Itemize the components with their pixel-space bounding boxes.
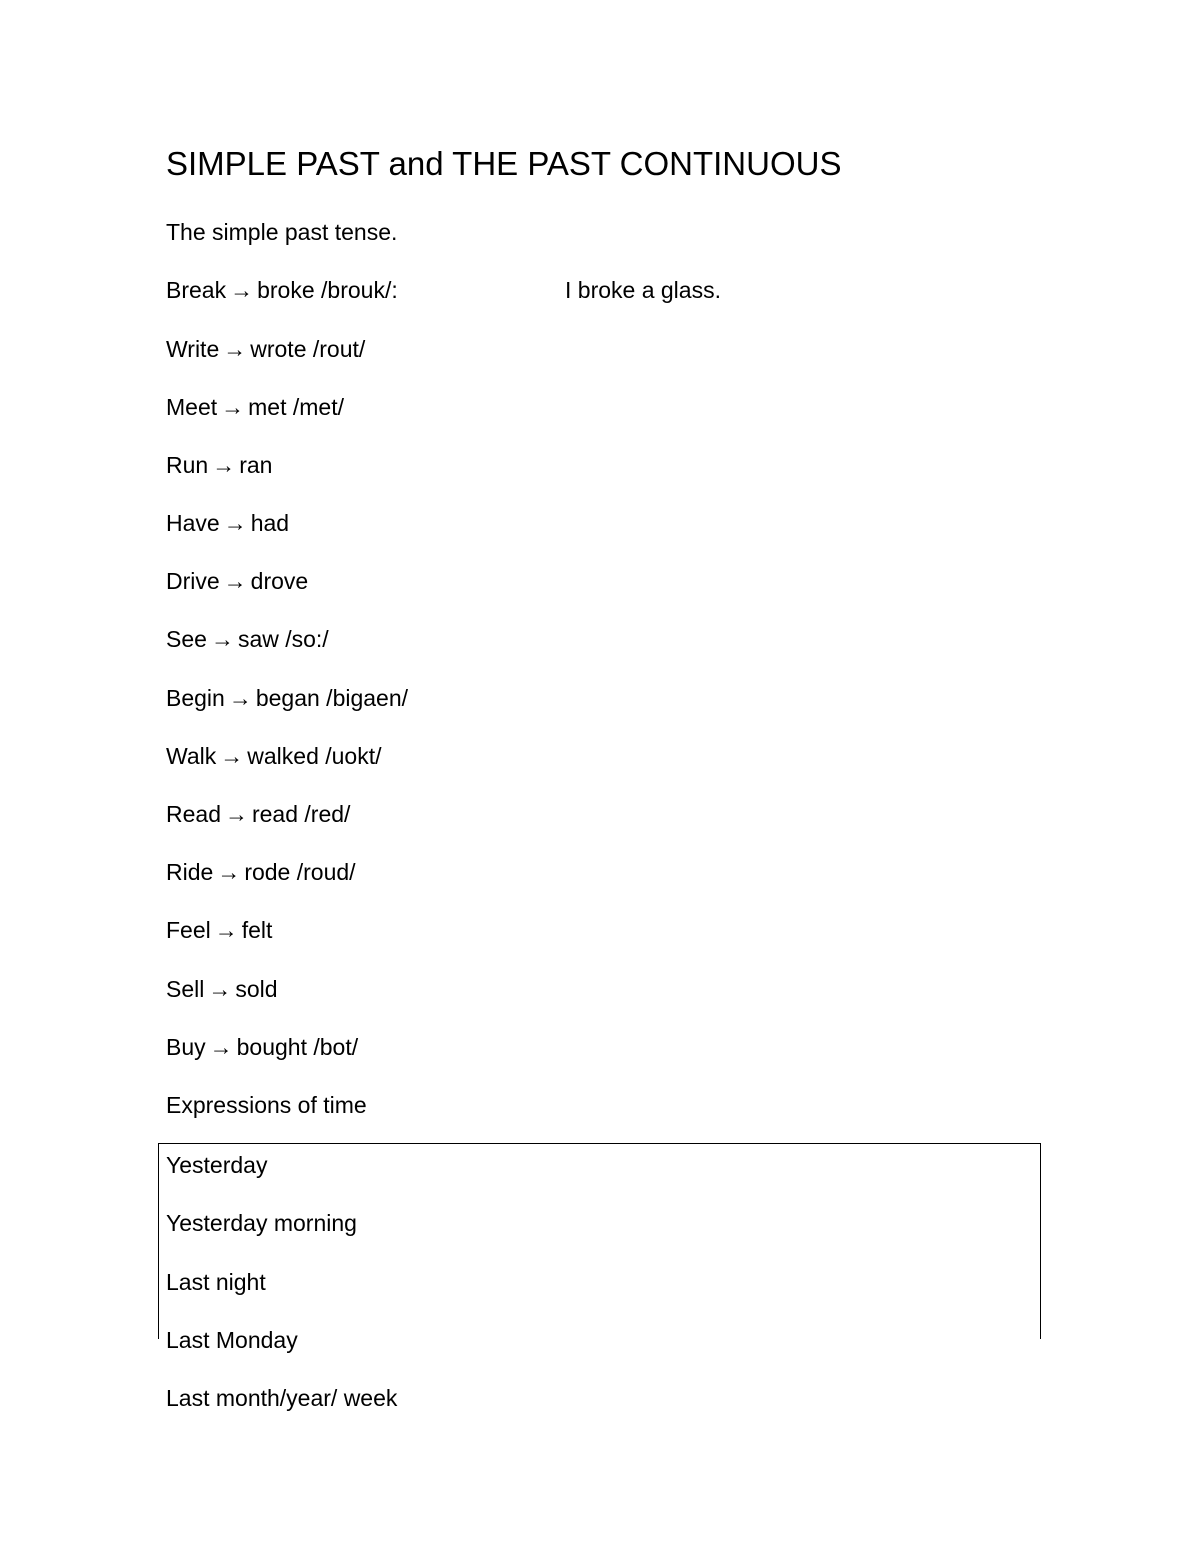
verb-past: began /bigaen/ bbox=[255, 685, 409, 711]
time-heading: Expressions of time bbox=[166, 1092, 367, 1118]
verb-base: Have bbox=[166, 510, 220, 536]
verb-line-begin bbox=[166, 683, 408, 713]
time-expression: Last Monday bbox=[166, 1327, 298, 1353]
verb-line-write bbox=[166, 334, 365, 364]
verb-past: wrote /rout/ bbox=[250, 336, 366, 362]
time-expression: Last night bbox=[166, 1269, 266, 1295]
arrow-right-icon: → bbox=[210, 626, 234, 652]
arrow-right-icon: → bbox=[223, 510, 247, 536]
verb-line-meet bbox=[166, 392, 344, 422]
verb-base: Break bbox=[166, 277, 227, 303]
verb-base: Buy bbox=[166, 1034, 206, 1060]
verb-base: Ride bbox=[166, 859, 214, 885]
verb-line-read bbox=[166, 799, 350, 829]
verb-past: met /met/ bbox=[248, 394, 344, 420]
verb-base: See bbox=[166, 626, 207, 652]
verb-line-walk bbox=[166, 741, 382, 771]
arrow-right-icon: → bbox=[223, 336, 247, 362]
verb-base: Meet bbox=[166, 394, 218, 420]
verb-past: had bbox=[250, 510, 290, 536]
section-subtitle: The simple past tense. bbox=[166, 219, 398, 245]
time-expression: Yesterday bbox=[166, 1152, 268, 1178]
verb-base: Run bbox=[166, 452, 209, 478]
verb-base: Sell bbox=[166, 976, 205, 1002]
arrow-right-icon: → bbox=[228, 685, 252, 711]
verb-past: rode /roud/ bbox=[244, 859, 356, 885]
verb-past: felt bbox=[241, 917, 273, 943]
time-expressions-box bbox=[158, 1143, 1041, 1339]
time-expression: Yesterday morning bbox=[166, 1210, 357, 1236]
arrow-right-icon: → bbox=[230, 277, 254, 303]
verb-base: Write bbox=[166, 336, 220, 362]
verb-line-break bbox=[166, 275, 398, 305]
verb-line-see bbox=[166, 624, 329, 654]
verb-past: read /red/ bbox=[251, 801, 351, 827]
arrow-right-icon: → bbox=[217, 859, 241, 885]
verb-line-run bbox=[166, 450, 272, 480]
arrow-right-icon: → bbox=[208, 976, 232, 1002]
verb-base: Feel bbox=[166, 917, 211, 943]
verb-example: I broke a glass. bbox=[565, 277, 721, 303]
verb-line-have bbox=[166, 508, 289, 538]
arrow-right-icon: → bbox=[212, 452, 236, 478]
verb-line-sell bbox=[166, 974, 278, 1004]
verb-past: sold bbox=[235, 976, 278, 1002]
verb-line-feel bbox=[166, 915, 272, 945]
verb-line-drive bbox=[166, 566, 308, 596]
verb-line-ride bbox=[166, 857, 356, 887]
verb-past: walked /uokt/ bbox=[247, 743, 382, 769]
arrow-right-icon: → bbox=[223, 568, 247, 594]
verb-past: saw /so:/ bbox=[237, 626, 329, 652]
time-expression: Last month/year/ week bbox=[166, 1385, 398, 1411]
arrow-right-icon: → bbox=[209, 1034, 233, 1060]
arrow-right-icon: → bbox=[221, 394, 245, 420]
verb-base: Drive bbox=[166, 568, 220, 594]
verb-base: Read bbox=[166, 801, 221, 827]
arrow-right-icon: → bbox=[220, 743, 244, 769]
verb-past: drove bbox=[250, 568, 309, 594]
page-title: SIMPLE PAST and THE PAST CONTINUOUS bbox=[166, 145, 842, 182]
arrow-right-icon: → bbox=[224, 801, 248, 827]
verb-line-buy bbox=[166, 1032, 358, 1062]
verb-base: Walk bbox=[166, 743, 217, 769]
arrow-right-icon: → bbox=[214, 917, 238, 943]
verb-past: bought /bot/ bbox=[236, 1034, 359, 1060]
verb-past: broke /brouk/: bbox=[257, 277, 398, 303]
verb-past: ran bbox=[239, 452, 273, 478]
verb-base: Begin bbox=[166, 685, 225, 711]
